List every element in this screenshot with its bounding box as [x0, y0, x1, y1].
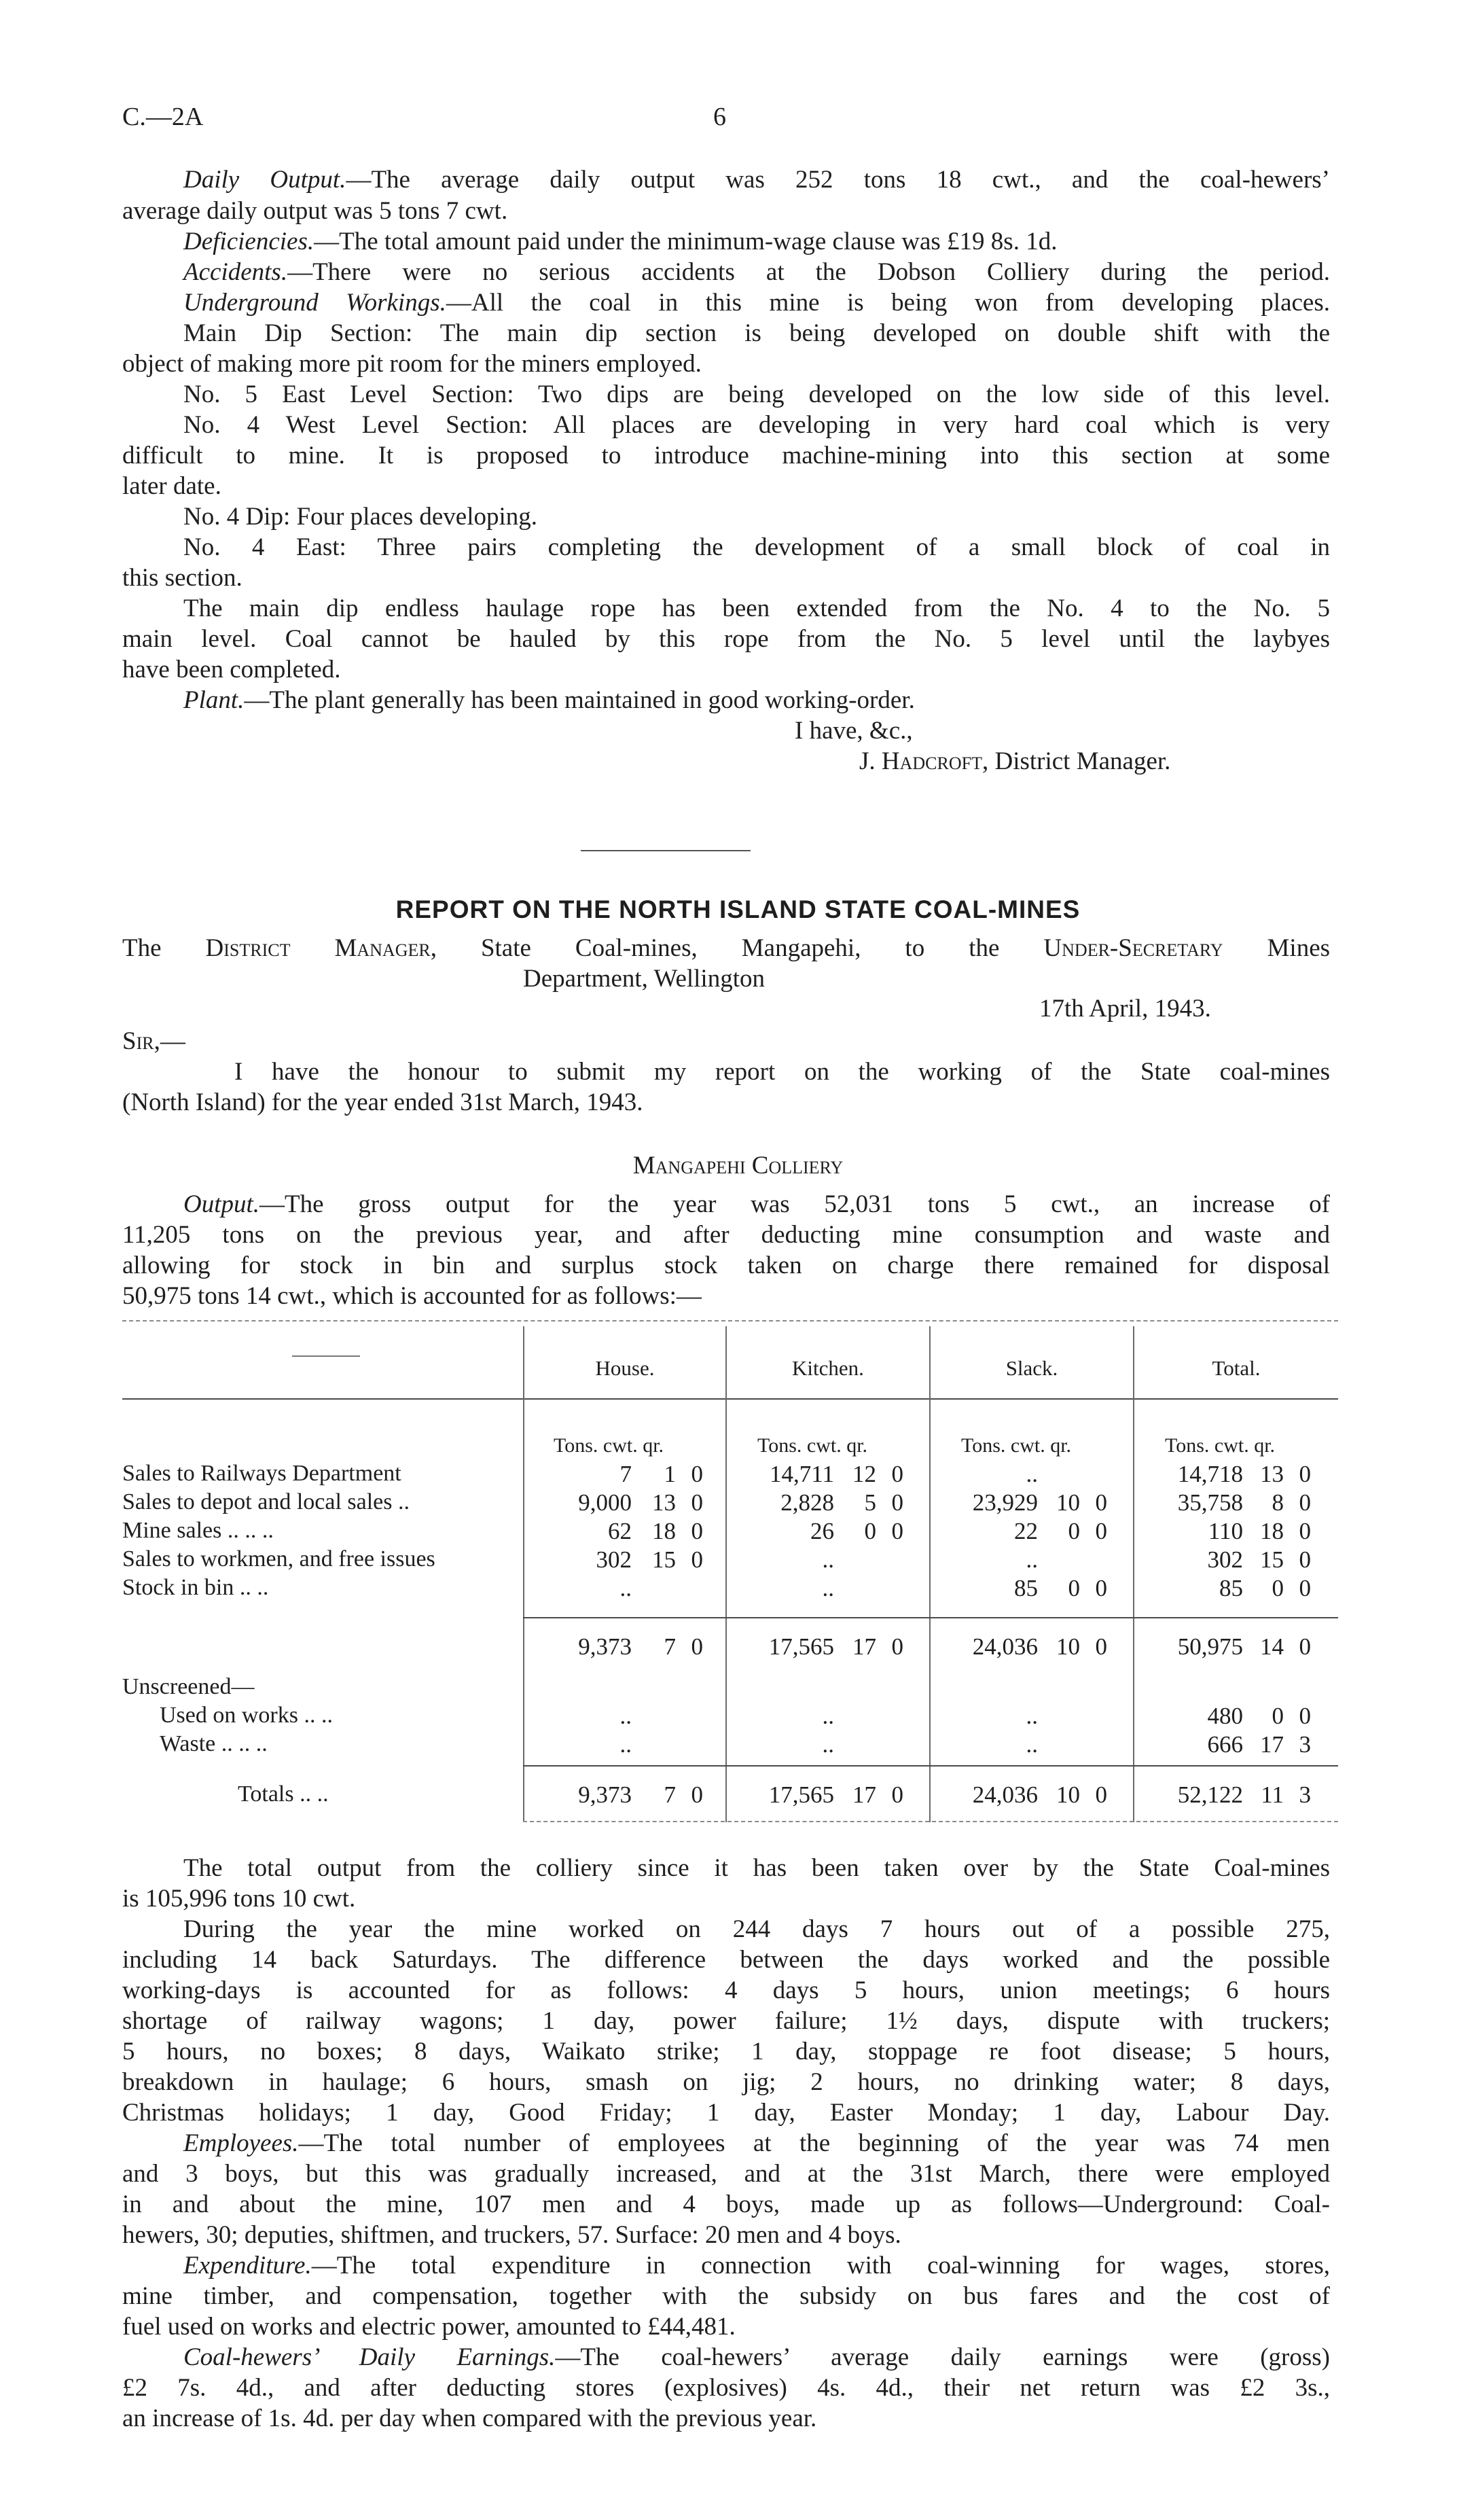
- row-label: Stock in bin .. ..: [122, 1575, 269, 1600]
- report-title: REPORT ON THE NORTH ISLAND STATE COAL-MINES: [395, 895, 1081, 923]
- totals-rule: [523, 1765, 1338, 1767]
- table-cell: 0: [891, 1518, 903, 1544]
- row-label: Sales to depot and local sales ..: [122, 1489, 410, 1514]
- subtotal-rule: [523, 1617, 1338, 1618]
- paragraph-line: No. 4 East: Three pairs completing the development of a small block of coal in: [183, 533, 1330, 561]
- table-cell: 0: [891, 1461, 903, 1487]
- section-divider: [581, 850, 751, 851]
- table-cell: 17: [1260, 1731, 1284, 1758]
- table-cell: 0: [891, 1781, 903, 1808]
- table-cell: 0: [1068, 1518, 1080, 1544]
- group-label: Unscreened—: [122, 1674, 255, 1699]
- paragraph-line: an increase of 1s. 4d. per day when compared with the previous year.: [122, 2404, 817, 2432]
- paragraph-line: average daily output was 5 tons 7 cwt.: [122, 197, 508, 225]
- table-cell: ..: [1026, 1731, 1038, 1758]
- paragraph-line: fuel used on works and electric power, amounted to £44,481.: [122, 2313, 736, 2341]
- column-header-slack: Slack.: [1005, 1356, 1058, 1380]
- paragraph-line: (North Island) for the year ended 31st March, 1943.: [122, 1088, 643, 1116]
- table-cell: ..: [1026, 1461, 1038, 1487]
- section-heading: Mangapehi Colliery: [632, 1152, 844, 1179]
- table-cell: ..: [822, 1703, 834, 1729]
- table-cell: 14: [1260, 1633, 1284, 1660]
- paragraph-line: in and about the mine, 107 men and 4 boys, made up as follows—Underground: Coal-: [122, 2190, 1330, 2218]
- table-cell: ..: [822, 1546, 834, 1573]
- table-cell: 0: [1095, 1518, 1107, 1544]
- table-cell: ..: [1026, 1546, 1038, 1573]
- table-cell: 0: [691, 1518, 703, 1544]
- paragraph-line: including 14 back Saturdays. The difference between the days worked and the possible: [122, 1946, 1330, 1974]
- table-cell: 666: [1207, 1731, 1243, 1758]
- paragraph-line: Plant.—The plant generally has been maintained in good working-order.: [183, 686, 915, 714]
- paragraph-line: No. 4 West Level Section: All places are developing in very hard coal which is very: [183, 411, 1330, 439]
- page-number: 6: [713, 103, 726, 131]
- signature: J. Hadcroft, District Manager.: [859, 747, 1171, 775]
- row-label: Used on works .. ..: [160, 1703, 333, 1728]
- table-cell: 18: [1260, 1518, 1284, 1544]
- table-cell: 7: [664, 1781, 676, 1808]
- totals-label: Totals .. ..: [238, 1781, 329, 1807]
- table-cell: 302: [596, 1546, 632, 1573]
- column-rule: [725, 1326, 727, 1822]
- table-cell: 14,711: [770, 1461, 834, 1487]
- document-reference: C.—2A: [122, 103, 204, 131]
- table-cell: ..: [822, 1731, 834, 1758]
- table-cell: 0: [1299, 1461, 1311, 1487]
- table-cell: 10: [1056, 1633, 1080, 1660]
- table-cell: 18: [652, 1518, 676, 1544]
- table-cell: 17,565: [768, 1781, 834, 1808]
- table-cell: 23,929: [972, 1489, 1038, 1516]
- table-cell: 0: [1095, 1489, 1107, 1516]
- paragraph-line: Deficiencies.—The total amount paid under the minimum-wage clause was £19 8s. 1d.: [183, 228, 1058, 255]
- paragraph-line: Accidents.—There were no serious accidents at the Dobson Colliery during the period.: [183, 258, 1330, 286]
- table-cell: 85: [1219, 1575, 1243, 1601]
- table-cell: 0: [864, 1518, 876, 1544]
- table-cell: 0: [691, 1633, 703, 1660]
- table-cell: 8: [1272, 1489, 1284, 1516]
- units-label: Tons. cwt. qr.: [1165, 1434, 1276, 1457]
- paragraph-line: Coal-hewers’ Daily Earnings.—The coal-hewers’ average daily earnings were (gross): [183, 2343, 1330, 2371]
- table-cell: ..: [822, 1575, 834, 1601]
- paragraph-line: Output.—The gross output for the year was 52,031 tons 5 cwt., an increase of: [183, 1190, 1330, 1218]
- table-cell: 17: [852, 1633, 876, 1660]
- table-cell: 3: [1299, 1781, 1311, 1808]
- table-cell: ..: [619, 1703, 632, 1729]
- table-cell: 17,565: [768, 1633, 834, 1660]
- table-cell: 85: [1014, 1575, 1038, 1601]
- table-cell: ..: [619, 1731, 632, 1758]
- table-cell: 52,122: [1177, 1781, 1243, 1808]
- paragraph-line: mine timber, and compensation, together with the subsidy on bus fares and the cost of: [122, 2282, 1330, 2310]
- paragraph-line: I have the honour to submit my report on the working of the State coal-mines: [234, 1058, 1330, 1086]
- paragraph-line: Christmas holidays; 1 day, Good Friday; 1 day, Easter Monday; 1 day, Labour Day.: [122, 2099, 1330, 2127]
- paragraph-line: have been completed.: [122, 656, 341, 684]
- paragraph-line: The total output from the colliery since it has been taken over by the State Coal-mines: [183, 1854, 1330, 1882]
- units-label: Tons. cwt. qr.: [554, 1434, 664, 1457]
- table-cell: 7: [664, 1633, 676, 1660]
- paragraph-line: No. 5 East Level Section: Two dips are being developed on the low side of this level.: [183, 380, 1330, 408]
- paragraph-line: allowing for stock in bin and surplus stock taken on charge there remained for disposal: [122, 1252, 1330, 1279]
- paragraph-line: No. 4 Dip: Four places developing.: [183, 503, 537, 531]
- column-rule: [1133, 1326, 1134, 1822]
- table-cell: 14,718: [1177, 1461, 1243, 1487]
- row-label: Waste .. .. ..: [160, 1731, 268, 1756]
- table-cell: 0: [891, 1489, 903, 1516]
- paragraph-line: main level. Coal cannot be hauled by this rope from the No. 5 level until the laybyes: [122, 625, 1330, 653]
- table-cell: 11: [1261, 1781, 1284, 1808]
- table-cell: ..: [1026, 1703, 1038, 1729]
- paragraph-line: The main dip endless haulage rope has been extended from the No. 4 to the No. 5: [183, 594, 1330, 622]
- paragraph-line: hewers, 30; deputies, shiftmen, and truckers, 57. Surface: 20 men and 4 boys.: [122, 2221, 901, 2249]
- paragraph-line: Employees.—The total number of employees at the beginning of the year was 74 men: [183, 2129, 1330, 2157]
- table-cell: 13: [652, 1489, 676, 1516]
- paragraph-line: £2 7s. 4d., and after deducting stores (explosives) 4s. 4d., their net return was £2 3s.,: [122, 2374, 1330, 2402]
- table-cell: 0: [1068, 1575, 1080, 1601]
- table-cell: 0: [1299, 1546, 1311, 1573]
- paragraph-line: Expenditure.—The total expenditure in connection with coal-winning for wages, stores,: [183, 2252, 1330, 2279]
- table-cell: 0: [1299, 1489, 1311, 1516]
- column-rule: [523, 1326, 524, 1822]
- table-cell: 480: [1207, 1703, 1243, 1729]
- paragraph-line: object of making more pit room for the miners employed.: [122, 350, 702, 378]
- column-rule: [929, 1326, 931, 1822]
- table-cell: 0: [891, 1633, 903, 1660]
- paragraph-line: later date.: [122, 472, 221, 500]
- table-cell: 2,828: [780, 1489, 834, 1516]
- table-cell: 302: [1207, 1546, 1243, 1573]
- table-cell: 0: [1095, 1575, 1107, 1601]
- table-cell: 0: [691, 1461, 703, 1487]
- address-line: Department, Wellington: [523, 965, 765, 993]
- table-cell: 9,000: [578, 1489, 632, 1516]
- stub-header-dash: [292, 1355, 360, 1357]
- header-rule: [122, 1398, 1338, 1400]
- paragraph-line: is 105,996 tons 10 cwt.: [122, 1885, 356, 1913]
- units-label: Tons. cwt. qr.: [757, 1434, 868, 1457]
- paragraph-line: Main Dip Section: The main dip section is being developed on double shift with the: [183, 319, 1330, 347]
- column-header-kitchen: Kitchen.: [792, 1356, 864, 1380]
- table-cell: 17: [852, 1781, 876, 1808]
- table-cell: 13: [1260, 1461, 1284, 1487]
- table-cell: 110: [1208, 1518, 1243, 1544]
- table-cell: 0: [1272, 1703, 1284, 1729]
- paragraph-line: and 3 boys, but this was gradually increased, and at the 31st March, there were employed: [122, 2160, 1330, 2188]
- table-cell: 24,036: [972, 1781, 1038, 1808]
- table-cell: 62: [608, 1518, 632, 1544]
- paragraph-line: working-days is accounted for as follows: 4 days 5 hours, union meetings; 6 hours: [122, 1976, 1330, 2004]
- paragraph-line: this section.: [122, 564, 242, 592]
- address-line: The District Manager, State Coal-mines, Mangapehi, to the Under-Secretary Mines: [122, 934, 1331, 962]
- report-date: 17th April, 1943.: [1039, 995, 1211, 1023]
- table-cell: 1: [664, 1461, 676, 1487]
- table-cell: 24,036: [972, 1633, 1038, 1660]
- paragraph-line: 50,975 tons 14 cwt., which is accounted for as follows:—: [122, 1282, 702, 1310]
- table-cell: 0: [1299, 1703, 1311, 1729]
- table-cell: 0: [691, 1546, 703, 1573]
- table-bottom-rule: [523, 1821, 1338, 1822]
- table-cell: 15: [652, 1546, 676, 1573]
- row-label: Sales to Railways Department: [122, 1461, 401, 1486]
- paragraph-line: During the year the mine worked on 244 days 7 hours out of a possible 275,: [183, 1915, 1330, 1943]
- table-cell: 0: [1299, 1575, 1311, 1601]
- table-cell: 9,373: [578, 1781, 632, 1808]
- paragraph-line: breakdown in haulage; 6 hours, smash on jig; 2 hours, no drinking water; 8 days,: [122, 2068, 1330, 2096]
- table-cell: 50,975: [1177, 1633, 1243, 1660]
- table-cell: 0: [1272, 1575, 1284, 1601]
- closing: I have, &c.,: [795, 717, 913, 745]
- paragraph-line: 11,205 tons on the previous year, and after deducting mine consumption and waste and: [122, 1221, 1330, 1249]
- paragraph-line: 5 hours, no boxes; 8 days, Waikato strike; 1 day, stoppage re foot disease; 5 hours,: [122, 2038, 1330, 2065]
- table-cell: 9,373: [578, 1633, 632, 1660]
- paragraph-line: shortage of railway wagons; 1 day, power failure; 1½ days, dispute with truckers;: [122, 2007, 1330, 2035]
- table-cell: 0: [1299, 1633, 1311, 1660]
- table-cell: 3: [1299, 1731, 1311, 1758]
- paragraph-line: difficult to mine. It is proposed to introduce machine-mining into this section at some: [122, 442, 1330, 469]
- table-cell: 0: [691, 1489, 703, 1516]
- table-cell: 26: [810, 1518, 834, 1544]
- column-header-house: House.: [595, 1356, 655, 1380]
- table-cell: ..: [619, 1575, 632, 1601]
- row-label: Sales to workmen, and free issues: [122, 1546, 435, 1572]
- paragraph-line: Underground Workings.—All the coal in this mine is being won from developing places.: [183, 289, 1330, 317]
- salutation: Sir,—: [122, 1027, 185, 1055]
- table-cell: 5: [864, 1489, 876, 1516]
- units-label: Tons. cwt. qr.: [961, 1434, 1072, 1457]
- table-cell: 0: [1095, 1781, 1107, 1808]
- table-cell: 0: [1095, 1633, 1107, 1660]
- column-header-total: Total.: [1212, 1356, 1261, 1380]
- table-top-rule: [122, 1320, 1338, 1321]
- table-cell: 10: [1056, 1781, 1080, 1808]
- table-cell: 15: [1260, 1546, 1284, 1573]
- table-cell: 12: [852, 1461, 876, 1487]
- row-label: Mine sales .. .. ..: [122, 1518, 274, 1543]
- table-cell: 0: [691, 1781, 703, 1808]
- table-cell: 0: [1299, 1518, 1311, 1544]
- table-cell: 10: [1056, 1489, 1080, 1516]
- table-cell: 7: [619, 1461, 632, 1487]
- paragraph-line: Daily Output.—The average daily output was 252 tons 18 cwt., and the coal-hewers’: [183, 166, 1330, 194]
- table-cell: 35,758: [1177, 1489, 1243, 1516]
- table-cell: 22: [1014, 1518, 1038, 1544]
